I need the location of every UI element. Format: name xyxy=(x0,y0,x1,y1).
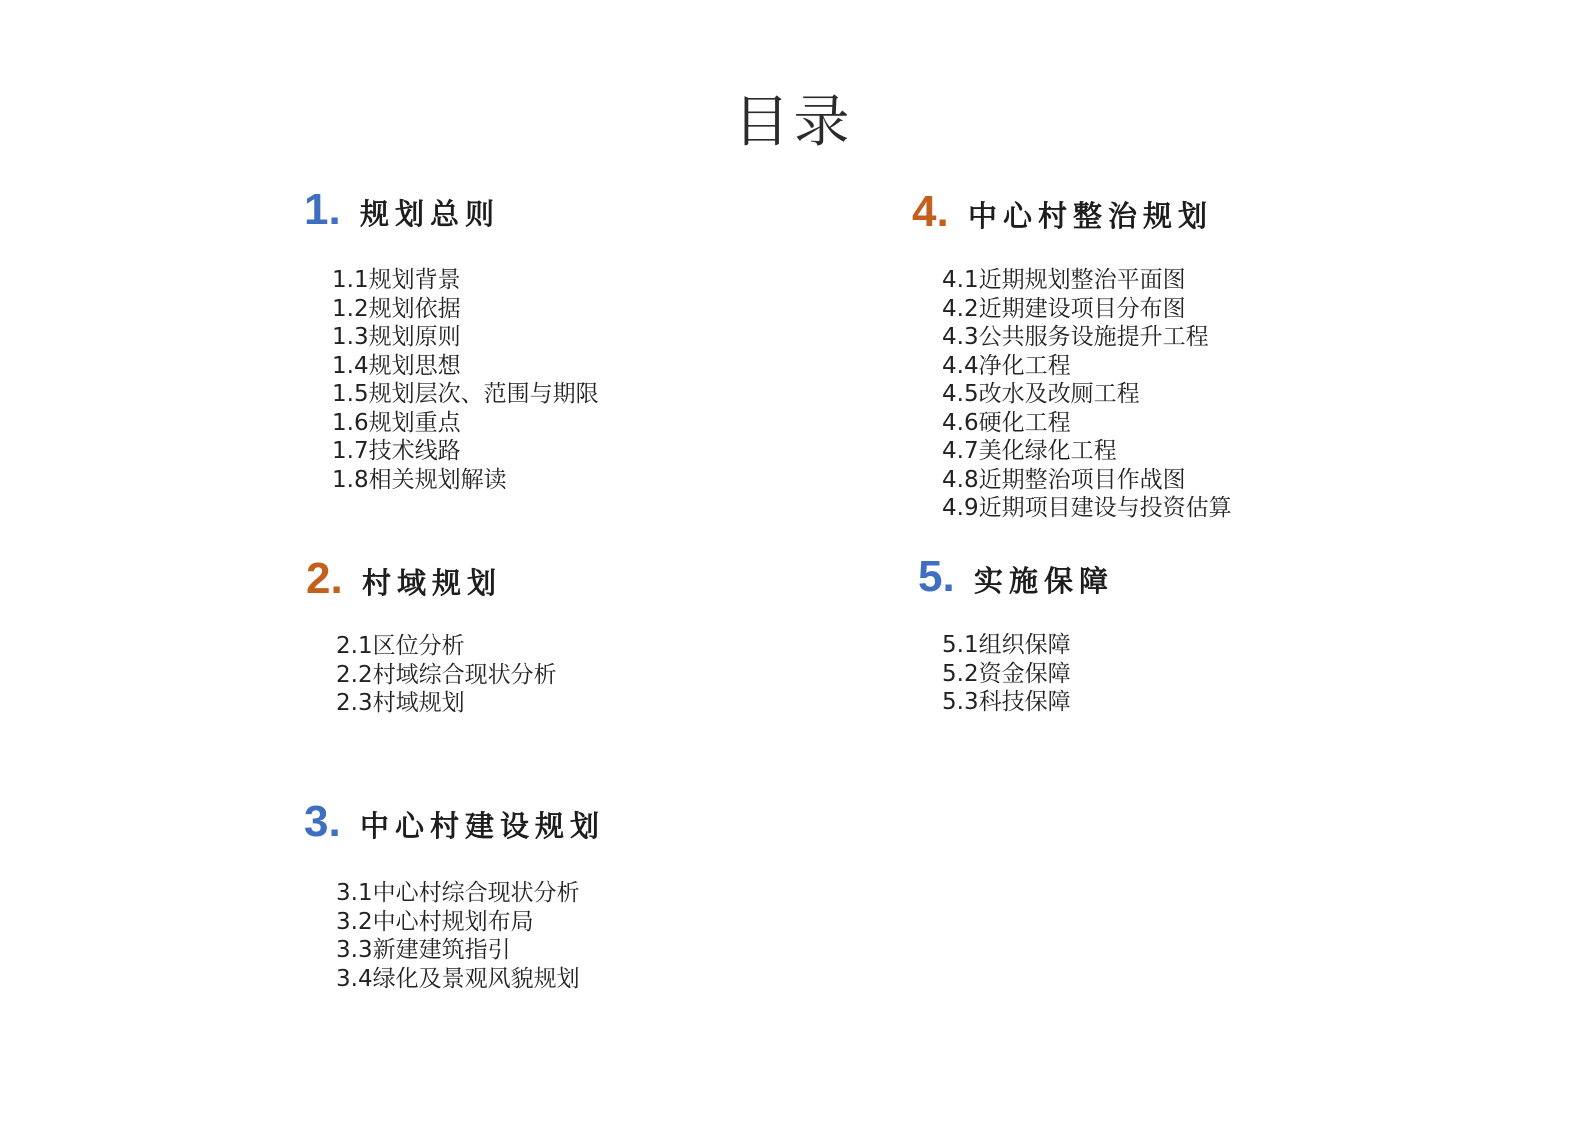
toc-item: 3.3新建建筑指引 xyxy=(336,937,511,963)
toc-item: 4.2近期建设项目分布图 xyxy=(942,295,1186,322)
section-number: 4. xyxy=(912,187,949,236)
section-number: 2. xyxy=(306,554,343,603)
toc-item: 4.7美化绿化工程 xyxy=(942,438,1117,464)
toc-item: 1.4规划思想 xyxy=(332,352,461,379)
toc-item: 2.2村域综合现状分析 xyxy=(336,661,557,688)
section-3-items xyxy=(336,879,580,993)
section-4 xyxy=(912,186,1213,238)
toc-item: 4.1近期规划整治平面图 xyxy=(942,267,1186,293)
toc-item: 4.9近期项目建设与投资估算 xyxy=(942,495,1232,521)
toc-item: 5.3科技保障 xyxy=(942,689,1071,715)
toc-item: 4.6硬化工程 xyxy=(942,409,1071,436)
section-header xyxy=(304,184,500,236)
section-2 xyxy=(306,553,502,605)
toc-item: 4.5改水及改厕工程 xyxy=(942,381,1140,407)
toc-item: 2.1区位分析 xyxy=(336,633,465,659)
toc-item: 4.3公共服务设施提升工程 xyxy=(942,324,1209,350)
toc-item: 5.1组织保障 xyxy=(942,632,1071,658)
section-number: 3. xyxy=(304,797,341,846)
section-5-items xyxy=(942,631,1071,717)
section-number: 5. xyxy=(918,552,955,601)
section-1 xyxy=(304,184,500,236)
toc-item: 4.8近期整治项目作战图 xyxy=(942,466,1186,493)
section-title: 中心村整治规划 xyxy=(968,199,1214,233)
section-2-items xyxy=(336,632,557,718)
toc-item: 3.2中心村规划布局 xyxy=(336,908,534,935)
section-number: 1. xyxy=(304,185,341,234)
toc-item: 1.1规划背景 xyxy=(332,267,461,293)
toc-item: 1.8相关规划解读 xyxy=(332,466,507,493)
section-title: 村域规划 xyxy=(362,566,503,600)
toc-item: 5.2资金保障 xyxy=(942,660,1071,687)
section-title: 规划总则 xyxy=(360,197,501,231)
section-5 xyxy=(918,551,1114,603)
toc-item: 4.4净化工程 xyxy=(942,352,1071,379)
toc-item: 1.6规划重点 xyxy=(332,409,461,436)
page-title: 目录 xyxy=(733,90,854,155)
section-title: 实施保障 xyxy=(974,564,1115,598)
toc-item: 2.3村域规划 xyxy=(336,690,465,716)
section-header xyxy=(918,551,1114,603)
toc-item: 3.1中心村综合现状分析 xyxy=(336,880,580,906)
section-3 xyxy=(304,796,605,848)
section-title: 中心村建设规划 xyxy=(360,809,606,843)
toc-item: 1.5规划层次、范围与期限 xyxy=(332,381,599,407)
toc-item: 3.4绿化及景观风貌规划 xyxy=(336,965,580,992)
section-header xyxy=(912,186,1213,238)
toc-item: 1.3规划原则 xyxy=(332,324,461,350)
section-header xyxy=(306,553,502,605)
section-4-items xyxy=(942,266,1232,523)
section-1-items xyxy=(332,266,599,494)
section-header xyxy=(304,796,605,848)
toc-item: 1.2规划依据 xyxy=(332,295,461,322)
toc-item: 1.7技术线路 xyxy=(332,438,461,464)
